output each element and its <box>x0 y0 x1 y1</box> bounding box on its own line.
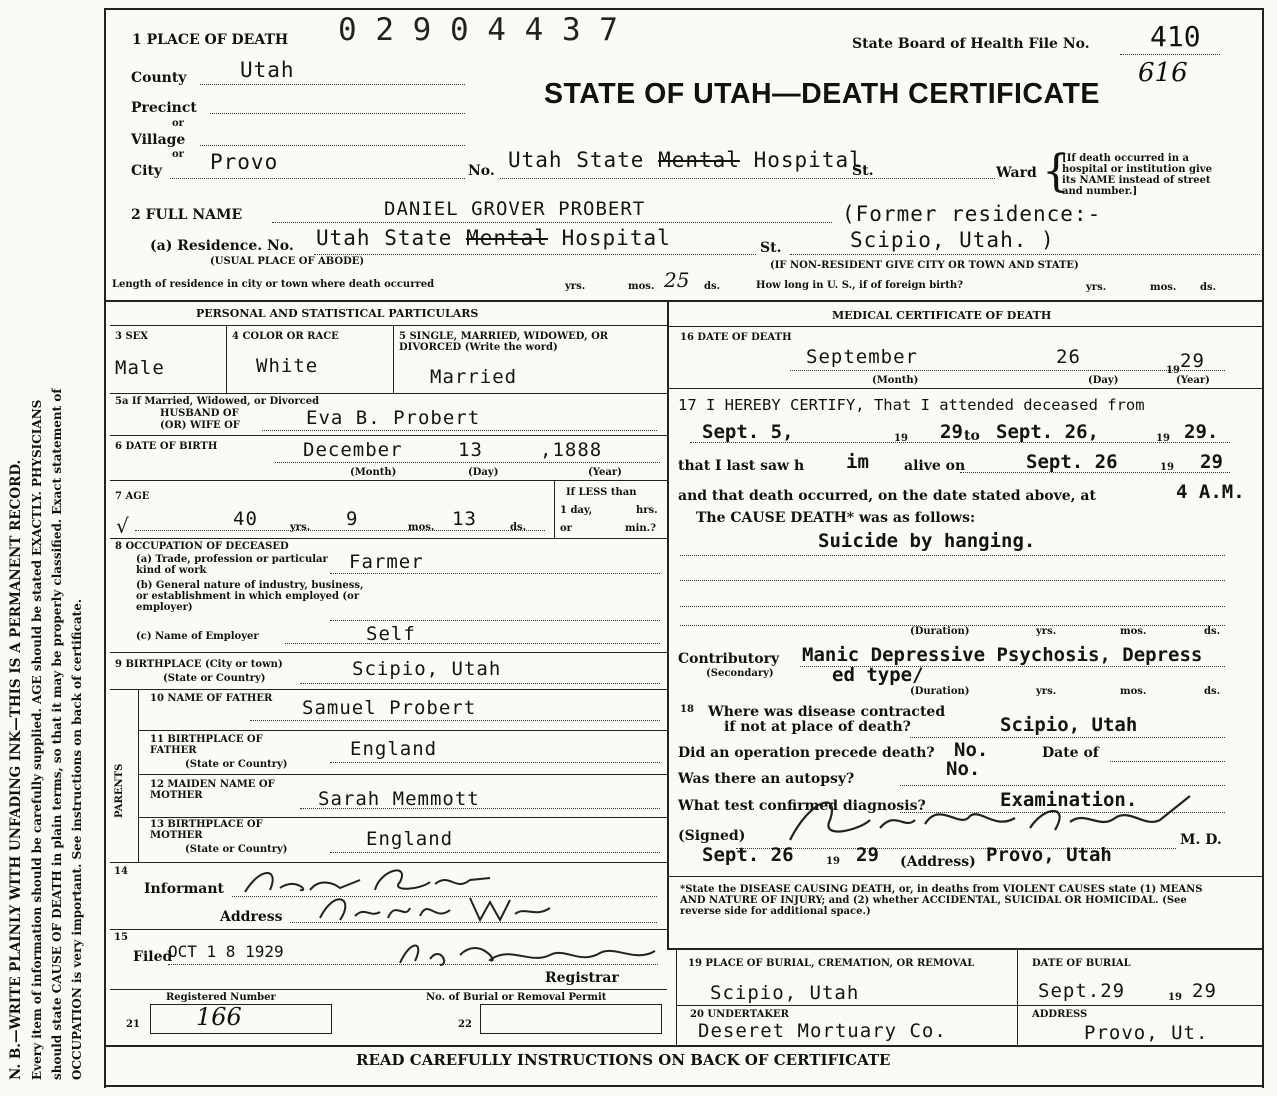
age-years: 40 <box>233 508 258 530</box>
hospital-address: Utah State Mental Hospital <box>508 148 863 172</box>
father-name: Samuel Probert <box>302 697 477 719</box>
precinct-label: Precinct <box>131 100 197 116</box>
signed-date: Sept. 26 <box>702 844 794 866</box>
file-no: 410 <box>1150 20 1201 53</box>
dob-day: 13 <box>458 439 483 461</box>
serial-number: 0 2 9 0 4 4 3 7 <box>338 12 618 48</box>
age-days: 13 <box>452 508 477 530</box>
frame-top <box>104 8 1264 10</box>
marital-value: Married <box>430 366 518 388</box>
physician-signature <box>780 790 1200 852</box>
contributory-cause: Manic Depressive Psychosis, Depress <box>802 644 1203 666</box>
cause-footnote: *State the DISEASE CAUSING DEATH, or, in deaths from VIOLENT CAUSES state (1) MEANS AND NATURE OF INJURY; and (2) whether ACCIDENTAL, SUICIDAL OR HOMICIDAL. (See reverse side for additional space.) <box>680 884 1203 917</box>
physician-address: Provo, Utah <box>986 844 1112 866</box>
operation-value: No. <box>954 739 989 761</box>
burial-date: Sept.29 <box>1038 980 1126 1002</box>
ward-note: [If death occurred in a hospital or institution give its NAME instead of street and number.] <box>1062 153 1212 197</box>
birthplace-value: Scipio, Utah <box>352 658 502 680</box>
residence-value: Utah State Mental Hospital <box>316 226 671 250</box>
attended-to: Sept. 26, <box>996 421 1099 443</box>
footer-instructions: READ CAREFULLY INSTRUCTIONS ON BACK OF CERTIFICATE <box>356 1051 891 1069</box>
death-month: September <box>806 346 918 368</box>
residence-label: (a) Residence. No. <box>150 238 294 254</box>
cause-of-death: Suicide by hanging. <box>818 530 1036 552</box>
father-birthplace: England <box>350 738 438 760</box>
disease-contracted: Scipio, Utah <box>1000 714 1138 736</box>
residence-city: Scipio, Utah. ) <box>850 228 1055 252</box>
occupation-value: Farmer <box>349 551 424 573</box>
city-value: Provo <box>210 150 279 174</box>
last-seen-date: Sept. 26 <box>1026 451 1118 473</box>
dob-year: ,1888 <box>540 439 603 461</box>
spouse-value: Eva B. Probert <box>306 407 481 429</box>
file-no-handwritten: 616 <box>1138 58 1188 88</box>
informant-address-handwritten <box>310 888 560 930</box>
former-residence: (Former residence:- <box>842 202 1102 226</box>
diagnosis-test: Examination. <box>1000 789 1138 811</box>
frame-left <box>104 8 106 1088</box>
registrar-signature <box>390 935 665 975</box>
county-label: County <box>131 70 187 86</box>
age-months: 9 <box>346 508 359 530</box>
time-of-death: 4 A.M. <box>1176 481 1245 503</box>
sex-value: Male <box>115 357 165 379</box>
undertaker: Deseret Mortuary Co. <box>698 1020 947 1042</box>
side-note-1: N. B.—WRITE PLAINLY WITH UNFADING INK—THIS IS A PERMANENT RECORD. <box>8 459 24 1080</box>
county-value: Utah <box>240 58 295 82</box>
mother-name: Sarah Memmott <box>318 788 480 810</box>
mother-birthplace: England <box>366 828 454 850</box>
parents-label: PARENTS <box>114 763 125 818</box>
attended-from: Sept. 5, <box>702 421 794 443</box>
death-year: 29 <box>1180 350 1205 372</box>
autopsy-value: No. <box>946 758 981 780</box>
place-of-death-label: 1 PLACE OF DEATH <box>132 32 289 48</box>
side-note-2: Every item of information should be carefully supplied. AGE should be stated EXACTLY. PHYSICIANS <box>30 399 44 1080</box>
village-label: Village <box>131 132 186 148</box>
race-value: White <box>256 355 319 377</box>
side-note-4: OCCUPATION is very important. See instructions on back of certificate. <box>70 598 84 1080</box>
file-no-label: State Board of Health File No. <box>852 36 1090 52</box>
death-certificate: N. B.—WRITE PLAINLY WITH UNFADING INK—THIS IS A PERMANENT RECORD. Every item of information should be carefully supplied. AGE should be stated EXACTLY. PHYSICIANS should state CAUSE OF DEATH in plain terms, so that it may be properly classified. Exact statement of OCCUPATION is very important. See instructions on back of certificate. 1 PLACE OF DEATH 0 2 9 0 4 4 3 7 State Board of Health File No. 410 616 STATE OF UTAH—DEATH CERTIFICATE County Utah Precinct or Village or City Provo No. Utah State Mental Hospital St. Ward { [If death occurred in a hospital or institution give its NAME instead of street and number.] 2 FULL NAME DANIEL GROVER PROBERT (Former residence:- (a) Residence. No. Utah State Mental Hospital St. Scipio, Utah. ) (USUAL PLACE OF ABODE) (IF NON-RESIDENT GIVE CITY OR TOWN AND STATE) Length of residence in city or town where death occurred yrs. mos. 25 ds. How long in U. S., if of foreign birth? yrs. mos. ds. PERSONAL AND STATISTICAL PARTICULARS 3 SEX Male 4 COLOR OR RACE White 5 SINGLE, MARRIED, WIDOWED, OR DIVORCED (Write the word) Married 5a If Married, Widowed, or Divorced HUSBAND OF (OR) WIFE OF Eva B. Probert 6 DATE OF BIRTH December 13 ,1888 (Month) (Day) (Year) 7 AGE √ 40 yrs. 9 mos. 13 ds. If LESS than 1 day, hrs. or min.? 8 OCCUPATION OF DECEASED (a) Trade, profession or particular kind of work Farmer (b) General nature of industry, business, or establishment in which employed (or employer) (c) Name of Employer Self 9 BIRTHPLACE (City or town) (State or Country) Scipio, Utah PARENTS 10 NAME OF FATHER Samuel Probert 11 BIRTHPLACE OF FATHER (State or Country) England 12 MAIDEN NAME OF MOTHER Sarah Memmott 13 BIRTHPLACE OF MOTHER (State or Country) England 14 Informant Address 15 Filed OCT 1 8 1929 Registrar Registered Number No. of Burial or Removal Permit 21 166 22 MEDICAL CERTIFICATE OF DEATH 16 DATE OF DEATH September 26 19 29 (Month) (Day) (Year) 17 I HEREBY CERTIFY, That I attended deceased from Sept. 5, 19 29 to Sept. 26, 19 29. that I last saw h im alive on Sept. 26 19 29 and that death occurred, on the date stated above, at 4 A.M. The CAUSE DEATH* was as follows: Suicide by hanging. (Duration) yrs. mos. ds. Contributory (Secondary) Manic Depressive Psychosis, Depress ed type/ (Duration) yrs. mos. ds. 18 Where was disease contracted if not at place of death? Scipio, Utah Did an operation precede death? No. Date of Was there an autopsy? No. What test confirmed diagnosis? Examination. (Signed) M. D. Sept. 26 19 29 (Address) Provo, Utah *State the DISEASE CAUSING DEATH, or, in deaths from VIOLENT CAUSES state (1) MEANS AND NATURE OF INJURY; and (2) whether ACCIDENTAL, SUICIDAL OR HOMICIDAL. (See reverse side for additional space.) 19 PLACE OF BURIAL, CREMATION, OR REMOVAL Scipio, Utah DATE OF BURIAL Sept.29 19 29 20 UNDERTAKER Deseret Mortuary Co. ADDRESS Provo, Ut. READ CAREFULLY INSTRUCTIONS ON BACK OF CERTIFICATE <box>0 0 1277 1096</box>
city-label: City <box>131 163 163 179</box>
undertaker-address: Provo, Ut. <box>1084 1022 1209 1044</box>
registered-number: 166 <box>196 1003 242 1031</box>
frame-bottom <box>104 1085 1264 1087</box>
side-note-3: should state CAUSE OF DEATH in plain terms, so that it may be properly classified. Exact statement of <box>50 388 64 1080</box>
employer-value: Self <box>366 623 416 645</box>
full-name-value: DANIEL GROVER PROBERT <box>384 198 646 220</box>
burial-permit-box <box>480 1004 662 1034</box>
frame-right <box>1262 8 1264 1088</box>
certificate-title: STATE OF UTAH—DEATH CERTIFICATE <box>544 78 1100 110</box>
filed-date: OCT 1 8 1929 <box>168 942 284 961</box>
burial-place: Scipio, Utah <box>710 982 860 1004</box>
death-day: 26 <box>1056 346 1081 368</box>
full-name-label: 2 FULL NAME <box>131 207 243 223</box>
dob-month: December <box>303 439 403 461</box>
